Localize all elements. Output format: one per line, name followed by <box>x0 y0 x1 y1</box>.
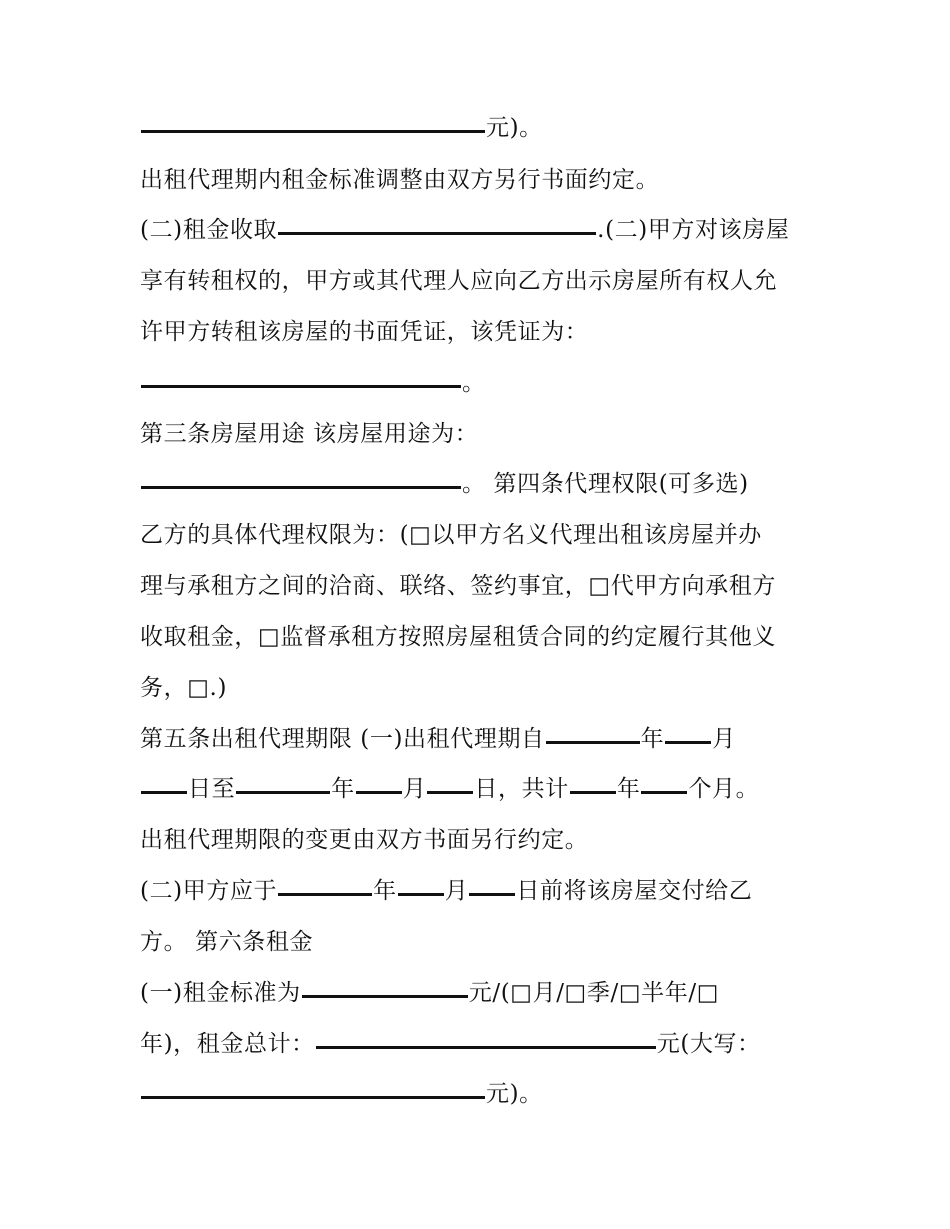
fill-blank[interactable] <box>398 893 444 896</box>
doc-line-20: 元)。 <box>140 1074 543 1114</box>
fill-blank[interactable] <box>427 791 473 794</box>
doc-line-11: 收取租金，□监督承租方按照房屋租赁合同的约定履行其他义 <box>140 624 776 650</box>
fill-blank[interactable] <box>316 1046 656 1049</box>
fill-blank[interactable] <box>141 1096 485 1099</box>
doc-line-18: (一)租金标准为 元/(□月/□季/□半年/□ <box>140 980 720 1006</box>
fill-blank[interactable] <box>469 893 515 896</box>
doc-line-19: 年)，租金总计： 元(大写： <box>140 1031 761 1057</box>
doc-line-5: 许甲方转租该房屋的书面凭证，该凭证为： <box>140 319 589 345</box>
doc-line-6: 。 <box>140 363 486 403</box>
doc-line-10: 理与承租方之间的洽商、联络、签约事宜，□代甲方向承租方 <box>140 573 776 599</box>
fill-blank[interactable] <box>141 486 461 489</box>
fill-blank[interactable] <box>236 791 330 794</box>
fill-blank[interactable] <box>641 791 687 794</box>
fill-blank[interactable] <box>356 791 402 794</box>
doc-line-4: 享有转租权的，甲方或其代理人应向乙方出示房屋所有权人允 <box>140 268 778 294</box>
doc-line-15: 出租代理期限的变更由双方书面另行约定。 <box>140 827 589 853</box>
doc-line-7: 第三条房屋用途 该房屋用途为： <box>140 421 479 447</box>
doc-line-12: 务，□.) <box>140 675 228 701</box>
fill-blank[interactable] <box>141 791 187 794</box>
fill-blank[interactable] <box>302 995 468 998</box>
doc-line-1: 元)。 <box>140 108 543 148</box>
fill-blank[interactable] <box>278 232 596 235</box>
doc-line-13: 第五条出租代理期限 (一)出租代理期自 年 月 <box>140 726 736 752</box>
doc-line-14: 日至 年 月 日，共计 年 个月。 <box>140 769 759 809</box>
doc-line-17: 方。 第六条租金 <box>140 929 314 955</box>
fill-blank[interactable] <box>570 791 616 794</box>
fill-blank[interactable] <box>141 130 485 133</box>
doc-line-9: 乙方的具体代理权限为：(□以甲方名义代理出租该房屋并办 <box>140 522 762 548</box>
doc-line-2: 出租代理期内租金标准调整由双方另行书面约定。 <box>140 167 660 193</box>
fill-blank[interactable] <box>278 893 372 896</box>
fill-blank[interactable] <box>665 741 711 744</box>
doc-line-3: (二)租金收取 .(二)甲方对该房屋 <box>140 217 790 243</box>
doc-line-8: 。 第四条代理权限(可多选) <box>140 464 749 504</box>
fill-blank[interactable] <box>546 741 640 744</box>
doc-line-16: (二)甲方应于 年 月 日前将该房屋交付给乙 <box>140 878 753 904</box>
fill-blank[interactable] <box>141 385 461 388</box>
